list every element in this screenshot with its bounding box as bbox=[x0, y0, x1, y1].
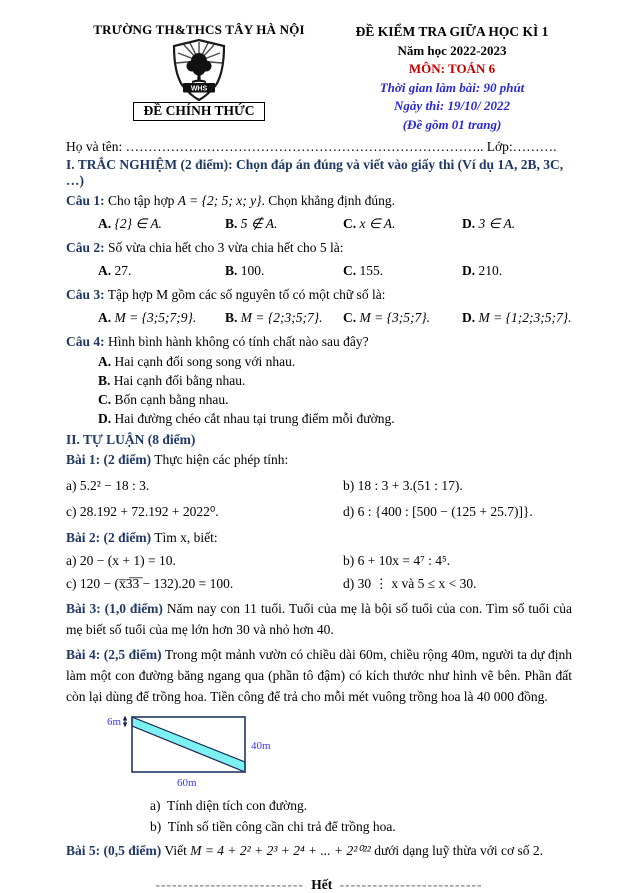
option-1b-text: 5 ∉ A. bbox=[240, 216, 278, 231]
task-1-item-c bbox=[66, 502, 343, 522]
option-4c-letter: C. bbox=[98, 391, 112, 407]
option-3d-letter: D. bbox=[462, 310, 476, 325]
end-of-exam-line bbox=[66, 877, 572, 893]
task-2-items-cd bbox=[66, 574, 572, 594]
header-right bbox=[332, 22, 572, 134]
task-4-subitem-a-text: Tính diện tích con đường. bbox=[167, 798, 308, 813]
task-1-item-b bbox=[343, 476, 572, 496]
option-4c-text: Bốn cạnh bằng nhau. bbox=[114, 391, 229, 407]
task-1-item-d bbox=[343, 502, 572, 522]
option-4d bbox=[66, 410, 572, 429]
option-3b-text: M = {2;3;5;7}. bbox=[240, 310, 323, 325]
option-2a-text: 27. bbox=[114, 263, 132, 278]
school-logo bbox=[170, 39, 228, 101]
task-3-label: Bài 3: (1,0 điểm) bbox=[66, 601, 163, 616]
student-info-line bbox=[66, 139, 572, 155]
option-3b bbox=[225, 308, 343, 328]
duration-line: Thời gian làm bài: 90 phút bbox=[379, 79, 525, 95]
option-3c bbox=[343, 308, 462, 328]
option-2c-text: 155. bbox=[359, 263, 384, 278]
option-2c-letter: C. bbox=[343, 263, 357, 278]
footer-het-label: Hết bbox=[311, 877, 333, 892]
task-4-subitem-a-tag: a) bbox=[150, 798, 161, 813]
question-1-label: Câu 1: bbox=[66, 193, 105, 208]
task-2-item-c-tag: c) bbox=[66, 576, 77, 591]
task-4-label: Bài 4: (2,5 điểm) bbox=[66, 647, 162, 662]
question-2-text: Số vừa chia hết cho 3 vừa chia hết cho 5 là: bbox=[108, 240, 344, 255]
option-4b bbox=[66, 372, 572, 391]
arrow-up-tip-icon bbox=[123, 716, 127, 721]
task-1 bbox=[66, 450, 572, 470]
option-4b-letter: B. bbox=[98, 372, 111, 388]
option-2b-letter: B. bbox=[225, 263, 238, 278]
option-2b-text: 100. bbox=[240, 263, 265, 278]
option-1d-letter: D. bbox=[462, 216, 476, 231]
option-1c bbox=[343, 214, 462, 234]
task-1-item-c-expr: 28.192 + 72.192 + 2022⁰. bbox=[79, 504, 219, 519]
option-4a bbox=[66, 353, 572, 372]
task-1-label: Bài 1: (2 điểm) bbox=[66, 452, 152, 467]
header bbox=[66, 22, 572, 134]
name-label: Họ và tên: bbox=[66, 139, 123, 154]
subject-line: MÔN: TOÁN 6 bbox=[408, 61, 496, 76]
option-3a-text: M = {3;5;7;9}. bbox=[114, 310, 197, 325]
question-4 bbox=[66, 332, 572, 352]
task-2-item-a bbox=[66, 551, 343, 571]
task-1-item-b-tag: b) bbox=[343, 478, 355, 493]
task-1-item-a bbox=[66, 476, 343, 496]
task-2-item-c-expr: 120 − (x̅3̅3̅ − 132).20 = 100. bbox=[79, 576, 234, 591]
logo-banner-text: WHS bbox=[190, 85, 208, 93]
task-1-item-d-expr: 6 : {400 : [500 − (125 + 25.7)]}. bbox=[357, 504, 533, 519]
task-4 bbox=[66, 644, 572, 707]
task-5-math: M = 4 + 2² + 2³ + 2⁴ + ... + 2²⁰²² bbox=[190, 843, 371, 858]
task-1-item-c-tag: c) bbox=[66, 504, 77, 519]
page-note-line: (Đề gồm 01 trang) bbox=[402, 116, 502, 132]
option-1b bbox=[225, 214, 343, 234]
garden-width-label: 60m bbox=[177, 777, 197, 789]
question-1 bbox=[66, 191, 572, 211]
task-2 bbox=[66, 528, 572, 548]
option-2b bbox=[225, 261, 343, 281]
question-3-text: Tập hợp M gồm các số nguyên tố có một chữ số là: bbox=[107, 287, 386, 302]
task-2-item-d-tag: d) bbox=[343, 576, 355, 591]
option-4a-text: Hai cạnh đối song song với nhau. bbox=[114, 353, 296, 369]
option-1c-text: x ∈ A. bbox=[359, 216, 396, 231]
option-2d bbox=[462, 261, 572, 281]
school-year: Năm học 2022-2023 bbox=[397, 42, 507, 58]
task-4-subitem-b bbox=[66, 817, 572, 837]
option-1d-text: 3 ∈ A. bbox=[478, 216, 516, 231]
task-2-item-c bbox=[66, 574, 343, 594]
garden-road-figure bbox=[92, 711, 572, 795]
task-2-item-a-tag: a) bbox=[66, 553, 77, 568]
option-4d-text: Hai đường chéo cắt nhau tại trung điểm mỗi đường. bbox=[114, 410, 395, 426]
task-1-items-ab bbox=[66, 476, 572, 496]
task-1-item-a-expr: 5.2² − 18 : 3. bbox=[79, 478, 150, 493]
task-4-subitem-a bbox=[66, 796, 572, 816]
task-3 bbox=[66, 598, 572, 640]
option-3a bbox=[98, 308, 225, 328]
option-2d-letter: D. bbox=[462, 263, 476, 278]
name-fill-dots: …………………………………………………………………….. bbox=[125, 139, 484, 154]
question-1-math: A = {2; 5; x; y} bbox=[177, 193, 262, 208]
question-1-text-after: . Chọn khẳng định đúng. bbox=[261, 193, 396, 208]
question-4-options bbox=[66, 353, 572, 429]
question-3 bbox=[66, 285, 572, 305]
task-5-label: Bài 5: (0,5 điểm) bbox=[66, 843, 162, 858]
option-2a bbox=[98, 261, 225, 281]
task-2-item-d bbox=[343, 574, 572, 594]
task-1-items-cd bbox=[66, 502, 572, 522]
footer-dashes-left: --------------------------- bbox=[155, 877, 304, 892]
exam-date-line: Ngày thi: 19/10/ 2022 bbox=[394, 98, 510, 113]
option-1d bbox=[462, 214, 572, 234]
option-1b-letter: B. bbox=[225, 216, 238, 231]
school-crest-icon bbox=[170, 39, 228, 101]
task-4-text: Trong một mảnh vườn có chiều dài 60m, chiều rộng 40m, người ta dự định làm một con đường băng ngang qua (phần tô đậm) có kích thước như hình vẽ bên. Phần đất còn lại dùng để trồng hoa. Tiền công để trả cho mỗi mét vuông trồng hoa là 40 000 đồng. bbox=[66, 647, 572, 704]
task-1-item-b-expr: 18 : 3 + 3.(51 : 17). bbox=[357, 478, 463, 493]
option-1a bbox=[98, 214, 225, 234]
option-1a-text: {2} ∈ A. bbox=[114, 216, 162, 231]
option-1c-letter: C. bbox=[343, 216, 357, 231]
class-label: Lớp:………. bbox=[486, 139, 557, 154]
task-4-subitem-b-text: Tính số tiền công cần chi trả để trồng hoa. bbox=[167, 819, 396, 834]
garden-road-diagram bbox=[92, 711, 322, 791]
task-2-items-ab bbox=[66, 551, 572, 571]
task-5-text-after: dưới dạng luỹ thừa với cơ số 2. bbox=[374, 843, 543, 858]
task-2-label: Bài 2: (2 điểm) bbox=[66, 530, 152, 545]
task-2-item-a-expr: 20 − (x + 1) = 10. bbox=[79, 553, 176, 568]
road-band-shape bbox=[132, 717, 245, 772]
task-1-text: Thực hiện các phép tính: bbox=[154, 452, 289, 467]
exam-title: ĐỀ KIỂM TRA GIỮA HỌC KÌ 1 bbox=[355, 24, 549, 39]
option-3a-letter: A. bbox=[98, 310, 112, 325]
question-2-label: Câu 2: bbox=[66, 240, 105, 255]
option-1a-letter: A. bbox=[98, 216, 112, 231]
question-3-options bbox=[66, 308, 572, 328]
option-2c bbox=[343, 261, 462, 281]
official-exam-badge: ĐỀ CHÍNH THỨC bbox=[133, 102, 264, 121]
task-3-text: Năm nay con 11 tuổi. Tuổi của mẹ là bội số tuổi của con. Tìm số tuổi của mẹ biết số tuổi của mẹ lớn hơn 30 và nhỏ hơn 40. bbox=[66, 601, 572, 637]
garden-height-label: 40m bbox=[251, 740, 271, 752]
option-3d-text: M = {1;2;3;5;7}. bbox=[478, 310, 572, 325]
option-3c-letter: C. bbox=[343, 310, 357, 325]
option-4b-text: Hai cạnh đối bằng nhau. bbox=[113, 372, 246, 388]
task-2-item-b-tag: b) bbox=[343, 553, 355, 568]
option-3b-letter: B. bbox=[225, 310, 238, 325]
school-name: TRƯỜNG TH&THCS TÂY HÀ NỘI bbox=[93, 22, 305, 37]
question-1-options bbox=[66, 214, 572, 234]
question-2 bbox=[66, 238, 572, 258]
task-1-item-a-tag: a) bbox=[66, 478, 77, 493]
question-4-label: Câu 4: bbox=[66, 334, 105, 349]
question-3-label: Câu 3: bbox=[66, 287, 105, 302]
section-mc-heading: I. TRẮC NGHIỆM (2 điểm): Chọn đáp án đúng và viết vào giấy thi (Ví dụ 1A, 2B, 3C, …) bbox=[66, 157, 564, 188]
option-3c-text: M = {3;5;7}. bbox=[359, 310, 431, 325]
task-2-text: Tìm x, biết: bbox=[154, 530, 218, 545]
option-4c bbox=[66, 391, 572, 410]
footer-dashes-right: -------------------------- bbox=[339, 877, 483, 892]
section-essay-heading: II. TỰ LUẬN (8 điểm) bbox=[66, 432, 196, 447]
option-2d-text: 210. bbox=[478, 263, 503, 278]
road-width-label: 6m bbox=[107, 716, 122, 728]
task-2-item-d-expr: 30 ⋮ x và 5 ≤ x < 30. bbox=[357, 576, 477, 591]
option-3d bbox=[462, 308, 572, 328]
question-4-text: Hình bình hành không có tính chất nào sau đây? bbox=[108, 334, 369, 349]
task-5-text-before: Viết bbox=[164, 843, 187, 858]
option-4d-letter: D. bbox=[98, 410, 112, 426]
option-2a-letter: A. bbox=[98, 263, 112, 278]
task-4-subitem-b-tag: b) bbox=[150, 819, 162, 834]
question-2-options bbox=[66, 261, 572, 281]
task-1-item-d-tag: d) bbox=[343, 504, 355, 519]
option-4a-letter: A. bbox=[98, 353, 112, 369]
task-2-item-b-expr: 6 + 10x = 4⁷ : 4⁵. bbox=[357, 553, 451, 568]
task-5 bbox=[66, 841, 572, 861]
task-2-item-b bbox=[343, 551, 572, 571]
arrow-down-tip-icon bbox=[123, 723, 127, 728]
question-1-text-before: Cho tập hợp bbox=[108, 193, 175, 208]
header-left bbox=[66, 22, 332, 134]
